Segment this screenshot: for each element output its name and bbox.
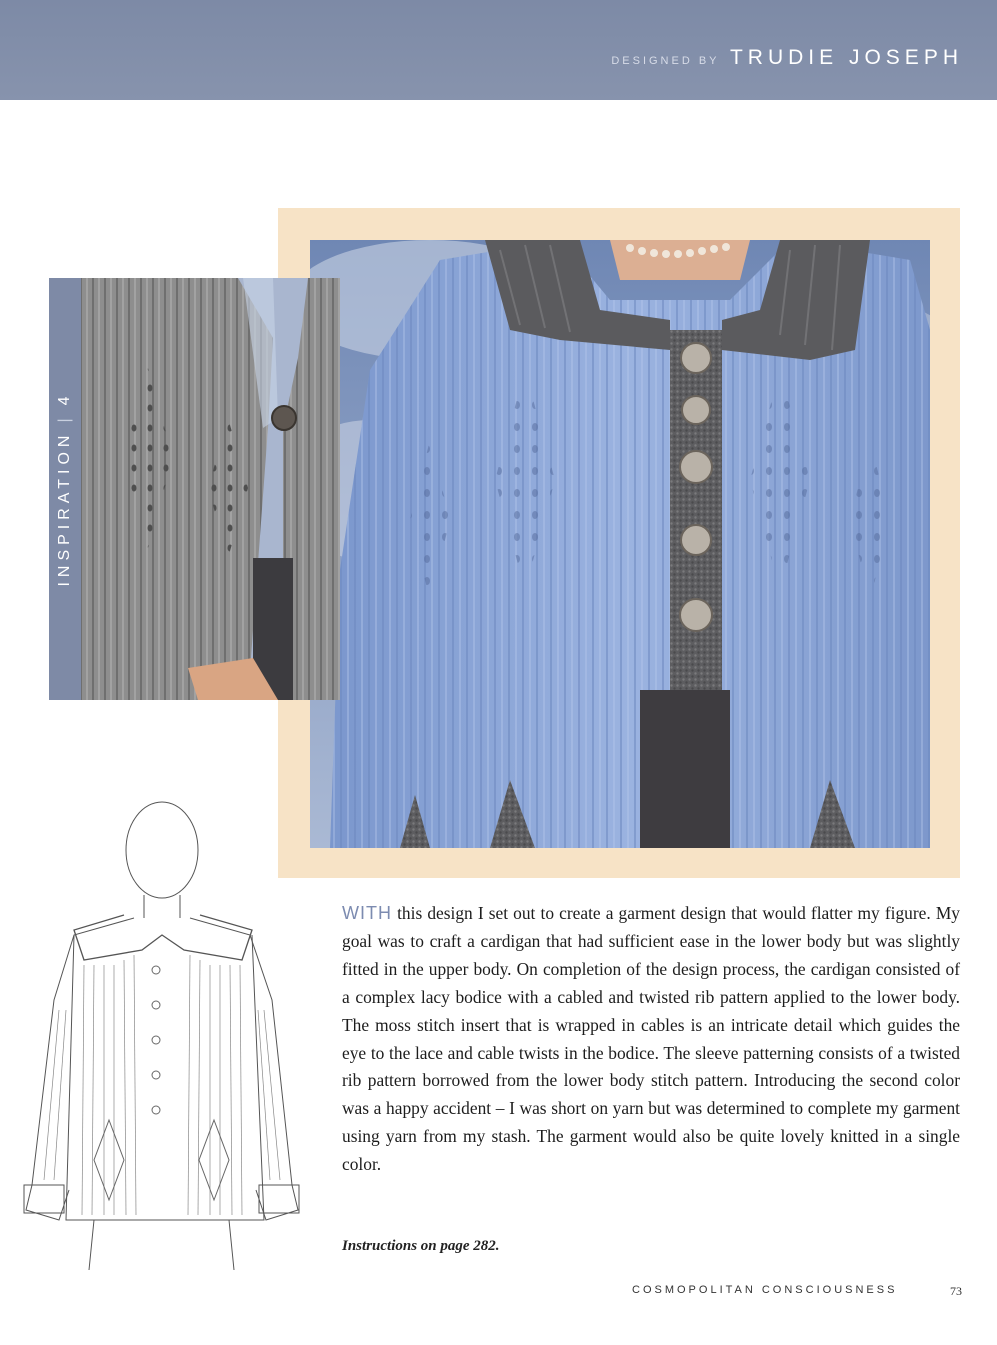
header-band	[0, 0, 997, 100]
designer-name: TRUDIE JOSEPH	[729, 46, 963, 69]
section-number: 4	[56, 391, 73, 406]
section-side-tab	[49, 278, 81, 700]
section-label: INSPIRATION	[56, 430, 73, 587]
footer-book-title: COSMOPOLITAN CONSCIOUSNESS	[632, 1284, 898, 1296]
side-tab-text	[56, 391, 74, 586]
body-paragraph	[342, 900, 960, 1179]
designer-credit	[611, 46, 963, 70]
instructions-reference: Instructions on page 282.	[342, 1238, 500, 1254]
body-text: this design I set out to create a garment design that would flatter my figure. My goal was to craft a cardigan that had sufficient ease in the lower body but was slightly fitted in the upper body. On completion of the design process, the cardigan consisted of a complex lacy bodice with a cabled and twisted rib pattern applied to the lower body. The moss stitch insert that is wrapped in cables is an intricate detail which guides the eye to the lace and cable twists in the bodice. The sleeve patterning consists of a twisted rib pattern borrowed from the lower body stitch pattern. Introducing the second color was a happy accident – I was short on yarn but was determined to complete my garment using yarn from my stash. The garment would also be quite lovely knitted in a single color.	[342, 903, 960, 1175]
cardigan-line-drawing	[14, 800, 314, 1280]
inset-cardigan-photo	[78, 278, 340, 700]
page-number: 73	[950, 1284, 962, 1298]
main-cardigan-photo	[310, 240, 930, 848]
tab-separator: |	[56, 413, 73, 423]
lead-word: WITH	[342, 903, 392, 923]
credit-prefix: DESIGNED BY	[611, 55, 720, 67]
